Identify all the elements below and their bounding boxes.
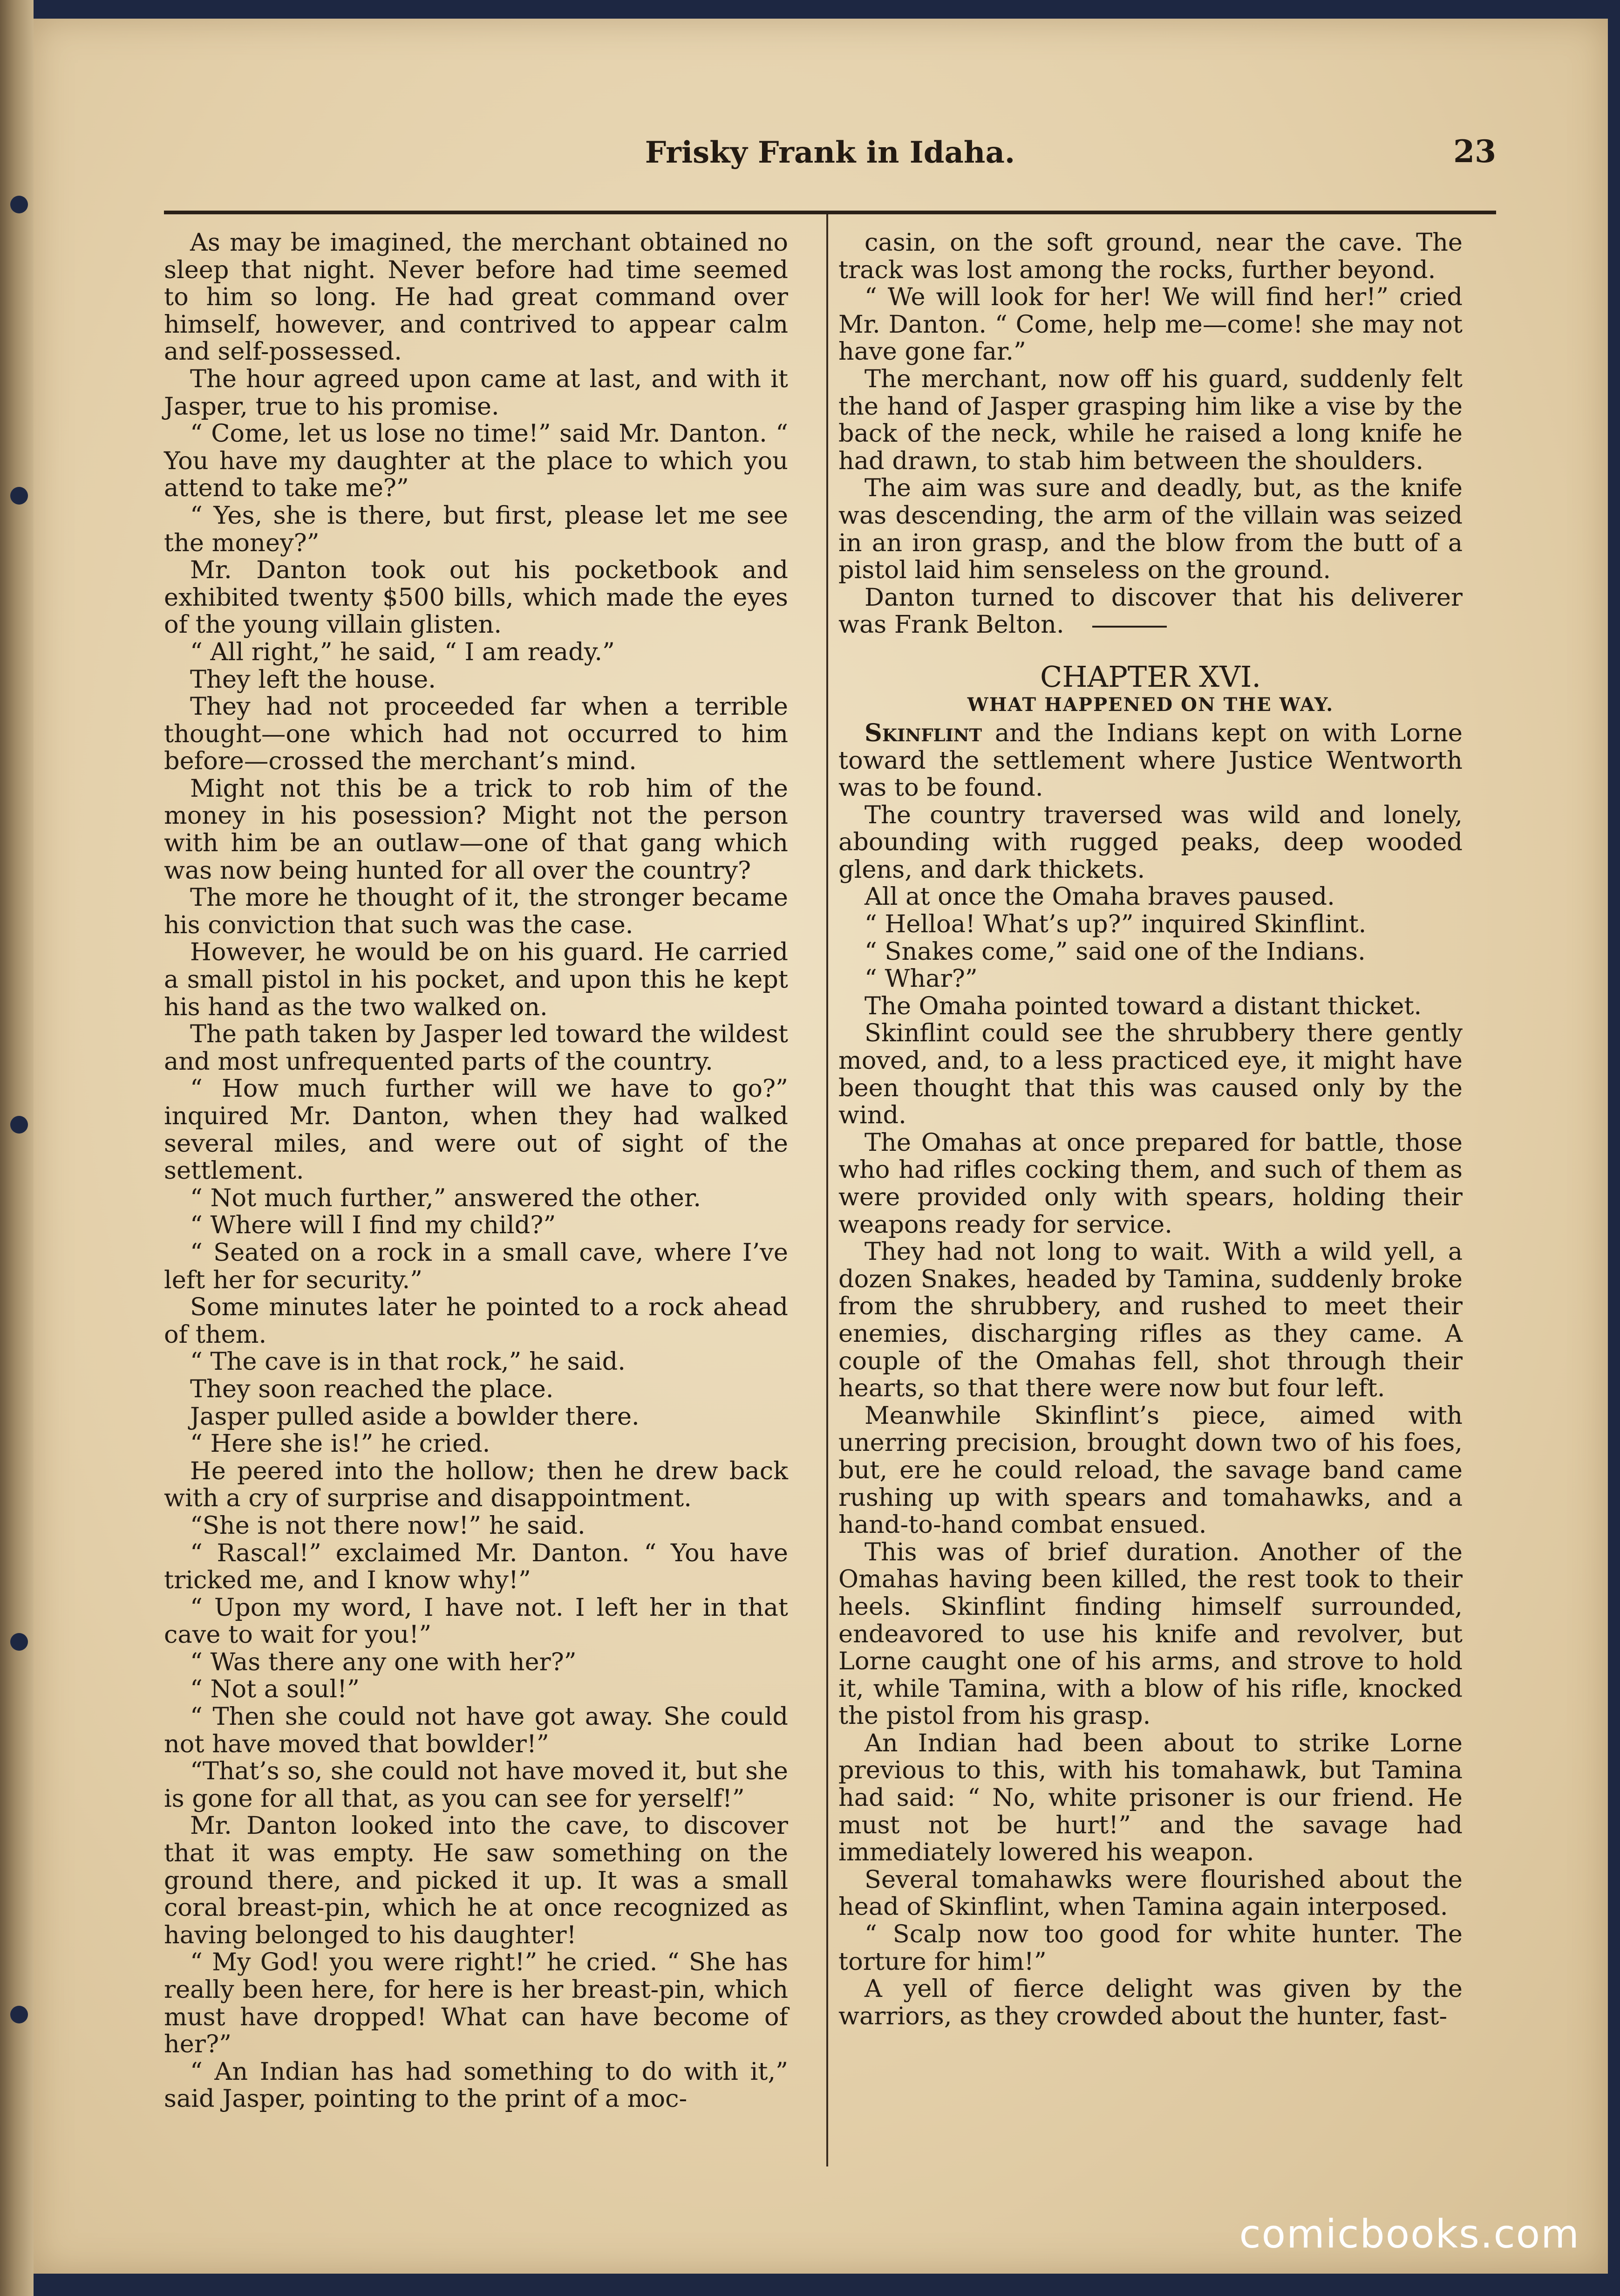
paragraph: Might not this be a trick to rob him of the money in his posession? Might not the person with him be an outlaw—one of that gang which was now being hunted for all over the country? xyxy=(164,774,788,885)
paragraph: Mr. Danton took out his pocketbook and exhibited twenty $500 bills, which made the eyes of the young villain glisten. xyxy=(164,556,788,639)
paragraph: “ Then she could not have got away. She could not have moved that bowlder!” xyxy=(164,1702,788,1758)
paragraph: The path taken by Jasper led toward the wildest and most unfrequented parts of the country. xyxy=(164,1020,788,1076)
paragraph: “ Helloa! What’s up?” inquired Skinflint. xyxy=(864,910,1367,939)
paragraph: Several tomahawks were flourished about the head of Skinflint, when Tamina again interposed. xyxy=(838,1865,1463,1921)
paragraph: He peered into the hollow; then he drew back with a cry of surprise and disappointment. xyxy=(164,1456,788,1513)
paragraph: Jasper pulled aside a bowlder there. xyxy=(190,1402,640,1431)
paragraph: The Omahas at once prepared for battle, those who had rifles cocking them, and such of them as were provided only with spears, holding their weapons ready for service. xyxy=(838,1128,1463,1239)
paragraph: They soon reached the place. xyxy=(190,1374,554,1403)
paragraph: “ Yes, she is there, but first, please let me see the money?” xyxy=(164,501,788,557)
paragraph: “ An Indian has had something to do with it,” said Jasper, pointing to the print of a moc- xyxy=(164,2057,788,2113)
right-column xyxy=(838,229,1463,2030)
paragraph: The Omaha pointed toward a distant thicket. xyxy=(864,991,1422,1020)
paragraph: An Indian had been about to strike Lorne previous to this, with his tomahawk, but Tamina had said: “ No, white prisoner is our friend. He must not be hurt!” and the savage had immediately lowered his weapon. xyxy=(838,1729,1463,1867)
chapter-title: CHAPTER XVI. xyxy=(1040,659,1261,694)
paragraph: The country traversed was wild and lonely, abounding with rugged peaks, deep wooded glens, and dark thickets. xyxy=(838,800,1463,884)
binding-hole xyxy=(10,2006,28,2023)
paragraph: Meanwhile Skinflint’s piece, aimed with unerring precision, brought down two of his foes, but, ere he could reload, the savage band came rushing up with spears and tomahawks, and a hand-to-hand combat ensued. xyxy=(838,1401,1463,1539)
paragraph: “ Rascal!” exclaimed Mr. Danton. “ You have tricked me, and I know why!” xyxy=(164,1538,788,1595)
book-binding xyxy=(0,0,34,2296)
paragraph: “ All right,” he said, “ I am ready.” xyxy=(190,637,615,666)
running-header xyxy=(164,116,1496,186)
paragraph: However, he would be on his guard. He carried a small pistol in his pocket, and upon this he kept his hand as the two walked on. xyxy=(164,938,788,1021)
site-watermark: comicbooks.com xyxy=(1239,2211,1580,2257)
column-divider xyxy=(826,214,828,2166)
paragraph: A yell of fierce delight was given by the warriors, as they crowded about the hunter, fast- xyxy=(838,1975,1463,2030)
paragraph: Danton turned to discover that his deliverer was Frank Belton. xyxy=(838,583,1463,639)
paragraph: The more he thought of it, the stronger became his conviction that such was the case. xyxy=(164,883,788,939)
paragraph: Skinflint could see the shrubbery there gently moved, and, to a less practiced eye, it might have been thought that this was caused only by the wind. xyxy=(838,1019,1463,1130)
paragraph: “ We will look for her! We will find her!” cried Mr. Danton. “ Come, help me—come! she may not have gone far.” xyxy=(838,283,1463,366)
paragraph: “ Not much further,” answered the other. xyxy=(190,1183,701,1212)
paragraph: “ Whar?” xyxy=(864,964,978,993)
paragraph: All at once the Omaha braves paused. xyxy=(864,882,1335,911)
left-column xyxy=(164,229,788,2113)
printed-page xyxy=(34,19,1608,2274)
paragraph: “She is not there now!” he said. xyxy=(190,1511,585,1540)
paragraph: The aim was sure and deadly, but, as the knife was descending, the arm of the villain was seized in an iron grasp, and the blow from the butt of a pistol laid him senseless on the ground. xyxy=(838,474,1463,585)
right-column-bottom xyxy=(838,802,1463,2030)
paragraph: “ Upon my word, I have not. I left her in that cave to wait for you!” xyxy=(164,1593,788,1649)
paragraph: Some minutes later he pointed to a rock ahead of them. xyxy=(164,1293,788,1349)
paragraph: As may be imagined, the merchant obtained no sleep that night. Never before had time seemed to him so long. He had great command over himself, however, and contrived to appear calm and self-possessed. xyxy=(164,228,788,366)
chapter-first-paragraph-text: and the Indians kept on with Lorne toward the settlement where Justice Wentworth was to be found. xyxy=(838,718,1463,802)
paragraph: “ How much further will we have to go?” inquired Mr. Danton, when they had walked several miles, and were out of sight of the settlement. xyxy=(164,1074,788,1185)
right-column-top xyxy=(838,229,1463,639)
paragraph: “ Snakes come,” said one of the Indians. xyxy=(864,937,1366,966)
paragraph: “ My God! you were right!” he cried. “ She has really been here, for here is her breast-pin, which must have dropped! What can have become of her?” xyxy=(164,1948,788,2059)
paragraph: “That’s so, she could not have moved it, but she is gone for all that, as you can see for yerself!” xyxy=(164,1757,788,1813)
binding-hole xyxy=(10,1633,28,1651)
paragraph: “ Come, let us lose no time!” said Mr. Danton. “ You have my daughter at the place to which you attend to take me?” xyxy=(164,419,788,503)
paragraph: “ Not a soul!” xyxy=(190,1675,360,1704)
paragraph: “ Seated on a rock in a small cave, where I’ve left her for security.” xyxy=(164,1238,788,1294)
chapter-first-paragraph xyxy=(838,720,1463,802)
paragraph: They had not long to wait. With a wild yell, a dozen Snakes, headed by Tamina, suddenly broke from the shrubbery, and rushed to meet their enemies, discharging rifles as they came. A couple of the Omahas fell, shot through their hearts, so that there were now but four left. xyxy=(838,1237,1463,1403)
chapter-lead-word: Skinflint xyxy=(864,718,982,747)
paragraph: This was of brief duration. Another of the Omahas having been killed, the rest took to their heels. Skinflint finding himself surrounded, endeavored to use his knife and revolver, but Lorne caught one of his arms, and strove to hold it, while Tamina, with a blow of his rifle, knocked the pistol from his grasp. xyxy=(838,1538,1463,1730)
paragraph: “ The cave is in that rock,” he said. xyxy=(190,1347,626,1376)
paragraph: “ Where will I find my child?” xyxy=(190,1211,556,1240)
paragraph: They had not proceeded far when a terrible thought—one which had not occurred to him before—crossed the merchant’s mind. xyxy=(164,692,788,776)
paragraph: “ Was there any one with her?” xyxy=(190,1647,577,1676)
header-rule xyxy=(164,211,1496,214)
paragraph: “ Here she is!” he cried. xyxy=(190,1429,490,1458)
paragraph: casin, on the soft ground, near the cave. The track was lost among the rocks, further beyond. xyxy=(838,228,1463,284)
binding-hole xyxy=(10,1116,28,1134)
running-title: Frisky Frank in Idaha. xyxy=(645,135,1015,170)
binding-hole xyxy=(10,487,28,505)
section-end-rule xyxy=(1092,626,1167,628)
paragraph: The hour agreed upon came at last, and with it Jasper, true to his promise. xyxy=(164,364,788,421)
paragraph: They left the house. xyxy=(190,665,436,694)
paragraph: “ Scalp now too good for white hunter. The torture for him!” xyxy=(838,1920,1463,1976)
paragraph: The merchant, now off his guard, suddenly felt the hand of Jasper grasping him like a vise by the back of the neck, while he raised a long knife he had drawn, to stab him between the shoulders. xyxy=(838,364,1463,475)
paragraph: Mr. Danton looked into the cave, to discover that it was empty. He saw something on the ground there, and picked it up. It was a small coral breast-pin, which he at once recognized as having belonged to his daughter! xyxy=(164,1811,788,1949)
page-number: 23 xyxy=(1453,133,1496,170)
chapter-subtitle: WHAT HAPPENED ON THE WAY. xyxy=(967,693,1334,716)
binding-hole xyxy=(10,196,28,213)
